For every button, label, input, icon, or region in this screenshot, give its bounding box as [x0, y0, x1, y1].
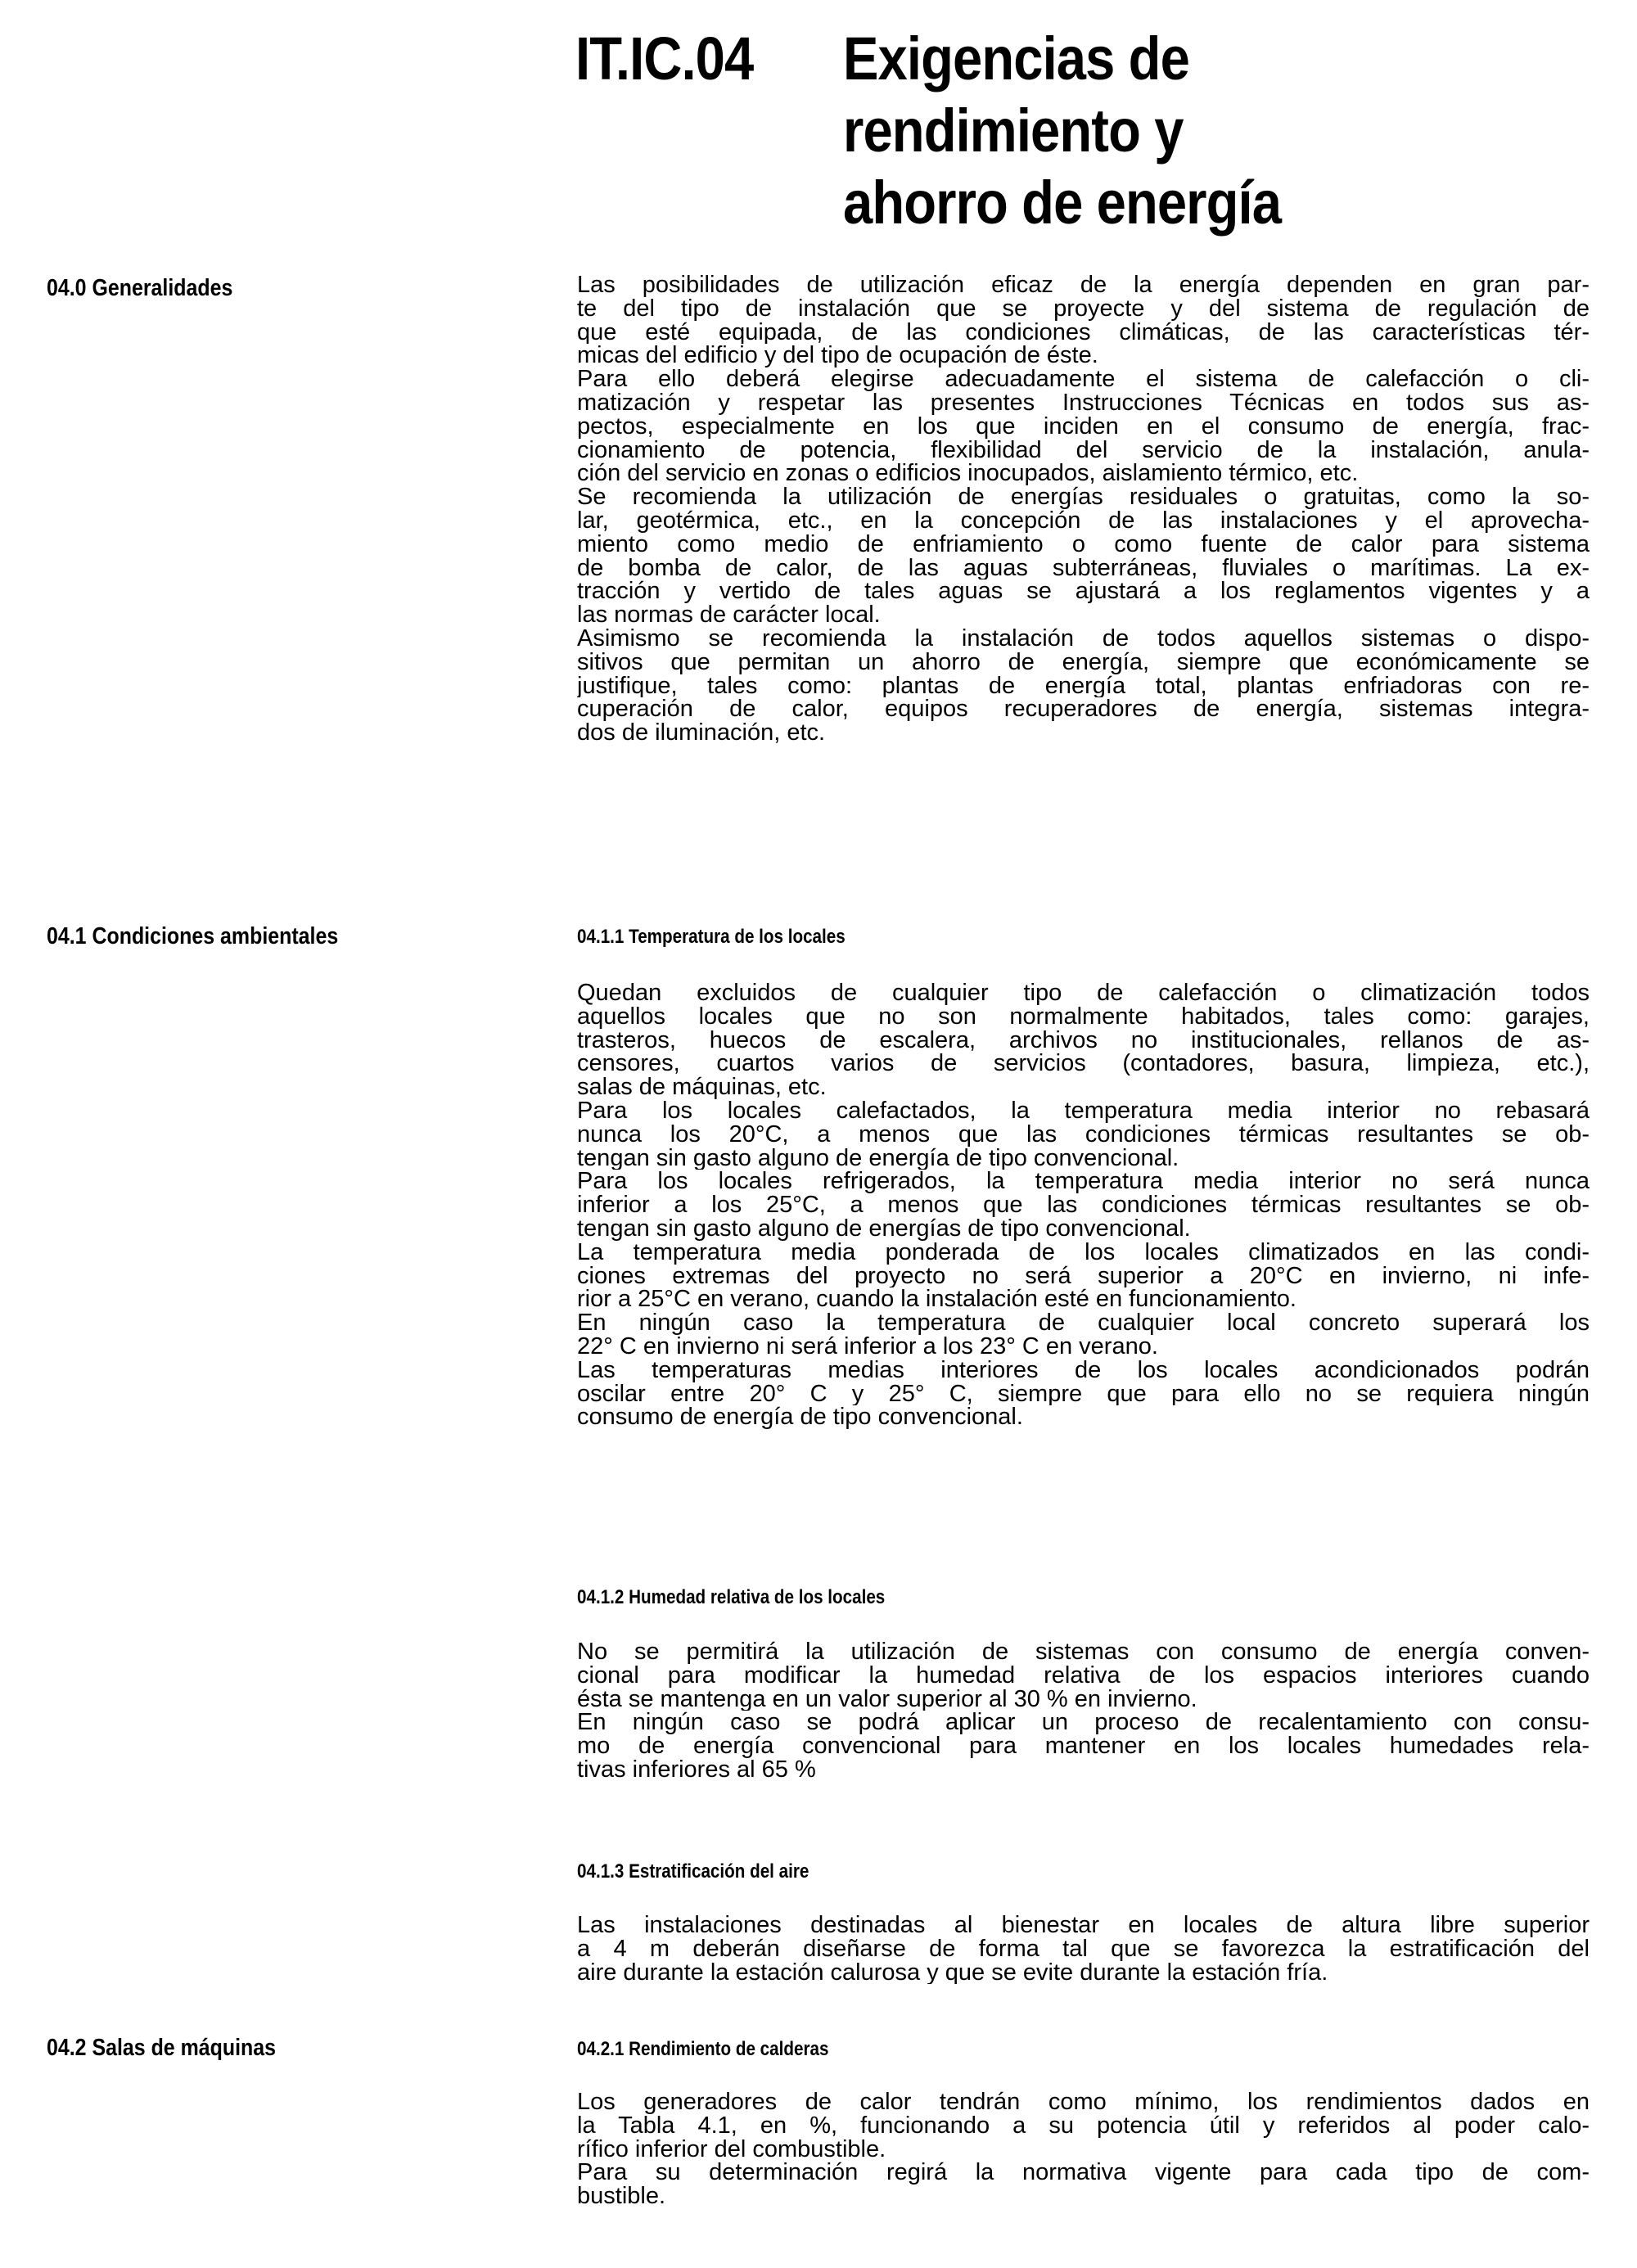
paragraph: [577, 1241, 1590, 1311]
paragraph: [577, 1640, 1590, 1711]
text-line: matización y respetar las presentes Instrucciones Técnicas en todos sus as-: [577, 390, 1590, 415]
text-line: Asimismo se recomienda la instalación de todos aquellos sistemas o dispo-: [577, 626, 1590, 651]
text-line: La temperatura media ponderada de los locales climatizados en las condi-: [577, 1240, 1590, 1265]
section-label-salas-de-maquinas: 04.2 Salas de máquinas: [47, 2035, 277, 2061]
text-line: cionamiento de potencia, flexibilidad del servicio de la instalación, anula-: [577, 438, 1590, 462]
text-line: ción del servicio en zonas o edificios inocupados, aislamiento térmico, etc.: [577, 462, 1359, 486]
text-line: censores, cuartos varios de servicios (contadores, basura, limpieza, etc.),: [577, 1052, 1590, 1076]
text-line: cuperación de calor, equipos recuperadores de energía, sistemas integra-: [577, 697, 1590, 722]
text-line: Las temperaturas medias interiores de los locales acondicionados podrán: [577, 1358, 1590, 1382]
text-line: inferior a los 25°C, a menos que las condiciones térmicas resultantes se ob-: [577, 1193, 1590, 1217]
text-line: aquellos locales que no son normalmente habitados, tales como: garajes,: [577, 1004, 1590, 1029]
text-line: a 4 m deberán diseñarse de forma tal que se favorezca la estratificación del: [577, 1937, 1590, 1961]
text-line: mo de energía convencional para mantener en los locales humedades rela-: [577, 1734, 1590, 1758]
paragraph: [577, 1359, 1590, 1429]
text-line: tengan sin gasto alguno de energía de tipo convencional.: [577, 1146, 1179, 1170]
text-line: Quedan excluidos de cualquier tipo de calefacción o climatización todos: [577, 981, 1590, 1005]
paragraph: [577, 485, 1590, 627]
section-label-condiciones-ambientales: 04.1 Condiciones ambientales: [47, 923, 339, 949]
text-line: Para ello deberá elegirse adecuadamente el sistema de calefacción o cli-: [577, 367, 1590, 391]
subsection-heading-estratificacion: 04.1.3 Estratificación del aire: [577, 1860, 809, 1882]
title-line: Exigencias de: [843, 25, 1189, 92]
text-line: rífico inferior del combustible.: [577, 2137, 886, 2162]
subsection-heading-humedad: 04.1.2 Humedad relativa de los locales: [577, 1586, 886, 1608]
text-line: Las instalaciones destinadas al bienestar en locales de altura libre superior: [577, 1914, 1590, 1937]
text-line: lar, geotérmica, etc., en la concepción de las instalaciones y el aprovecha-: [577, 508, 1590, 533]
paragraph: [577, 2090, 1590, 2161]
title-line: ahorro de energía: [843, 169, 1282, 237]
text-line: En ningún caso la temperatura de cualquier local concreto superará los: [577, 1311, 1590, 1335]
text-line: te del tipo de instalación que se proyecte y del sistema de regulación de: [577, 296, 1590, 321]
text-line: 22° C en invierno ni será inferior a los 23° C en verano.: [577, 1334, 1158, 1359]
subsection-body-estratificacion: [577, 1914, 1590, 1984]
subsection-heading-rendimiento-calderas: 04.2.1 Rendimiento de calderas: [577, 2038, 829, 2060]
text-line: Se recomienda la utilización de energías residuales o gratuitas, como la so-: [577, 485, 1590, 509]
text-line: la Tabla 4.1, en %, funcionando a su potencia útil y referidos al poder calo-: [577, 2113, 1590, 2138]
subsection-body-humedad: [577, 1640, 1590, 1782]
paragraph: [577, 2161, 1590, 2208]
text-line: rior a 25°C en verano, cuando la instalación esté en funcionamiento.: [577, 1287, 1297, 1312]
text-line: miento como medio de enfriamiento o como fuente de calor para sistema: [577, 532, 1590, 557]
text-line: oscilar entre 20° C y 25° C, siempre que para ello no se requiera ningún: [577, 1382, 1590, 1406]
text-line: ciones extremas del proyecto no será superior a 20°C en invierno, ni infe-: [577, 1264, 1590, 1288]
text-line: de bomba de calor, de las aguas subterráneas, fluviales o marítimas. La ex-: [577, 556, 1590, 580]
text-line: Para los locales calefactados, la temperatura media interior no rebasará: [577, 1098, 1590, 1123]
text-line: sitivos que permitan un ahorro de energía, siempre que económicamente se: [577, 650, 1590, 674]
document-code: IT.IC.04: [575, 25, 754, 92]
text-line: aire durante la estación calurosa y que se evite durante la estación fría.: [577, 1960, 1328, 1985]
text-line: nunca los 20°C, a menos que las condiciones térmicas resultantes se ob-: [577, 1122, 1590, 1147]
text-line: consumo de energía de tipo convencional.: [577, 1405, 1023, 1430]
paragraph: [577, 367, 1590, 485]
text-line: Las posibilidades de utilización eficaz de la energía dependen en gran par-: [577, 273, 1590, 297]
subsection-body-temperatura: [577, 981, 1590, 1429]
text-line: las normas de carácter local.: [577, 603, 881, 627]
document-title: [843, 23, 1281, 239]
paragraph: [577, 1170, 1590, 1240]
text-line: Para su determinación regirá la normativa vigente para cada tipo de com-: [577, 2161, 1590, 2185]
text-line: En ningún caso se podrá aplicar un proceso de recalentamiento con consu-: [577, 1711, 1590, 1735]
text-line: cional para modificar la humedad relativa de los espacios interiores cuando: [577, 1663, 1590, 1688]
text-line: tengan sin gasto alguno de energías de tipo convencional.: [577, 1216, 1191, 1241]
text-line: bustible.: [577, 2185, 666, 2208]
subsection-body-rendimiento-calderas: [577, 2090, 1590, 2208]
text-line: justifique, tales como: plantas de energía total, plantas enfriadoras con re-: [577, 674, 1590, 698]
text-line: Los generadores de calor tendrán como mínimo, los rendimientos dados en: [577, 2090, 1590, 2114]
text-line: dos de iluminación, etc.: [577, 721, 826, 745]
text-line: pectos, especialmente en los que inciden en el consumo de energía, frac-: [577, 414, 1590, 439]
paragraph: [577, 1311, 1590, 1359]
section-body-generalidades: [577, 273, 1590, 745]
subsection-heading-temperatura: 04.1.1 Temperatura de los locales: [577, 926, 846, 948]
paragraph: [577, 1711, 1590, 1781]
paragraph: [577, 627, 1590, 745]
text-line: que esté equipada, de las condiciones climáticas, de las características tér-: [577, 320, 1590, 345]
section-label-generalidades: 04.0 Generalidades: [47, 275, 233, 301]
text-line: ésta se mantenga en un valor superior al 30 % en invierno.: [577, 1687, 1197, 1711]
text-line: trasteros, huecos de escalera, archivos no institucionales, rellanos de as-: [577, 1028, 1590, 1053]
paragraph: [577, 273, 1590, 367]
text-line: No se permitirá la utilización de sistemas con consumo de energía conven-: [577, 1640, 1590, 1664]
text-line: micas del edificio y del tipo de ocupación de éste.: [577, 344, 1098, 368]
text-line: tracción y vertido de tales aguas se ajustará a los reglamentos vigentes y a: [577, 579, 1590, 604]
text-line: salas de máquinas, etc.: [577, 1075, 827, 1099]
paragraph: [577, 981, 1590, 1099]
paragraph: [577, 1099, 1590, 1170]
title-line: rendimiento y: [843, 97, 1184, 165]
text-line: tivas inferiores al 65 %: [577, 1757, 816, 1782]
text-line: Para los locales refrigerados, la temperatura media interior no será nunca: [577, 1170, 1590, 1194]
paragraph: [577, 1914, 1590, 1984]
